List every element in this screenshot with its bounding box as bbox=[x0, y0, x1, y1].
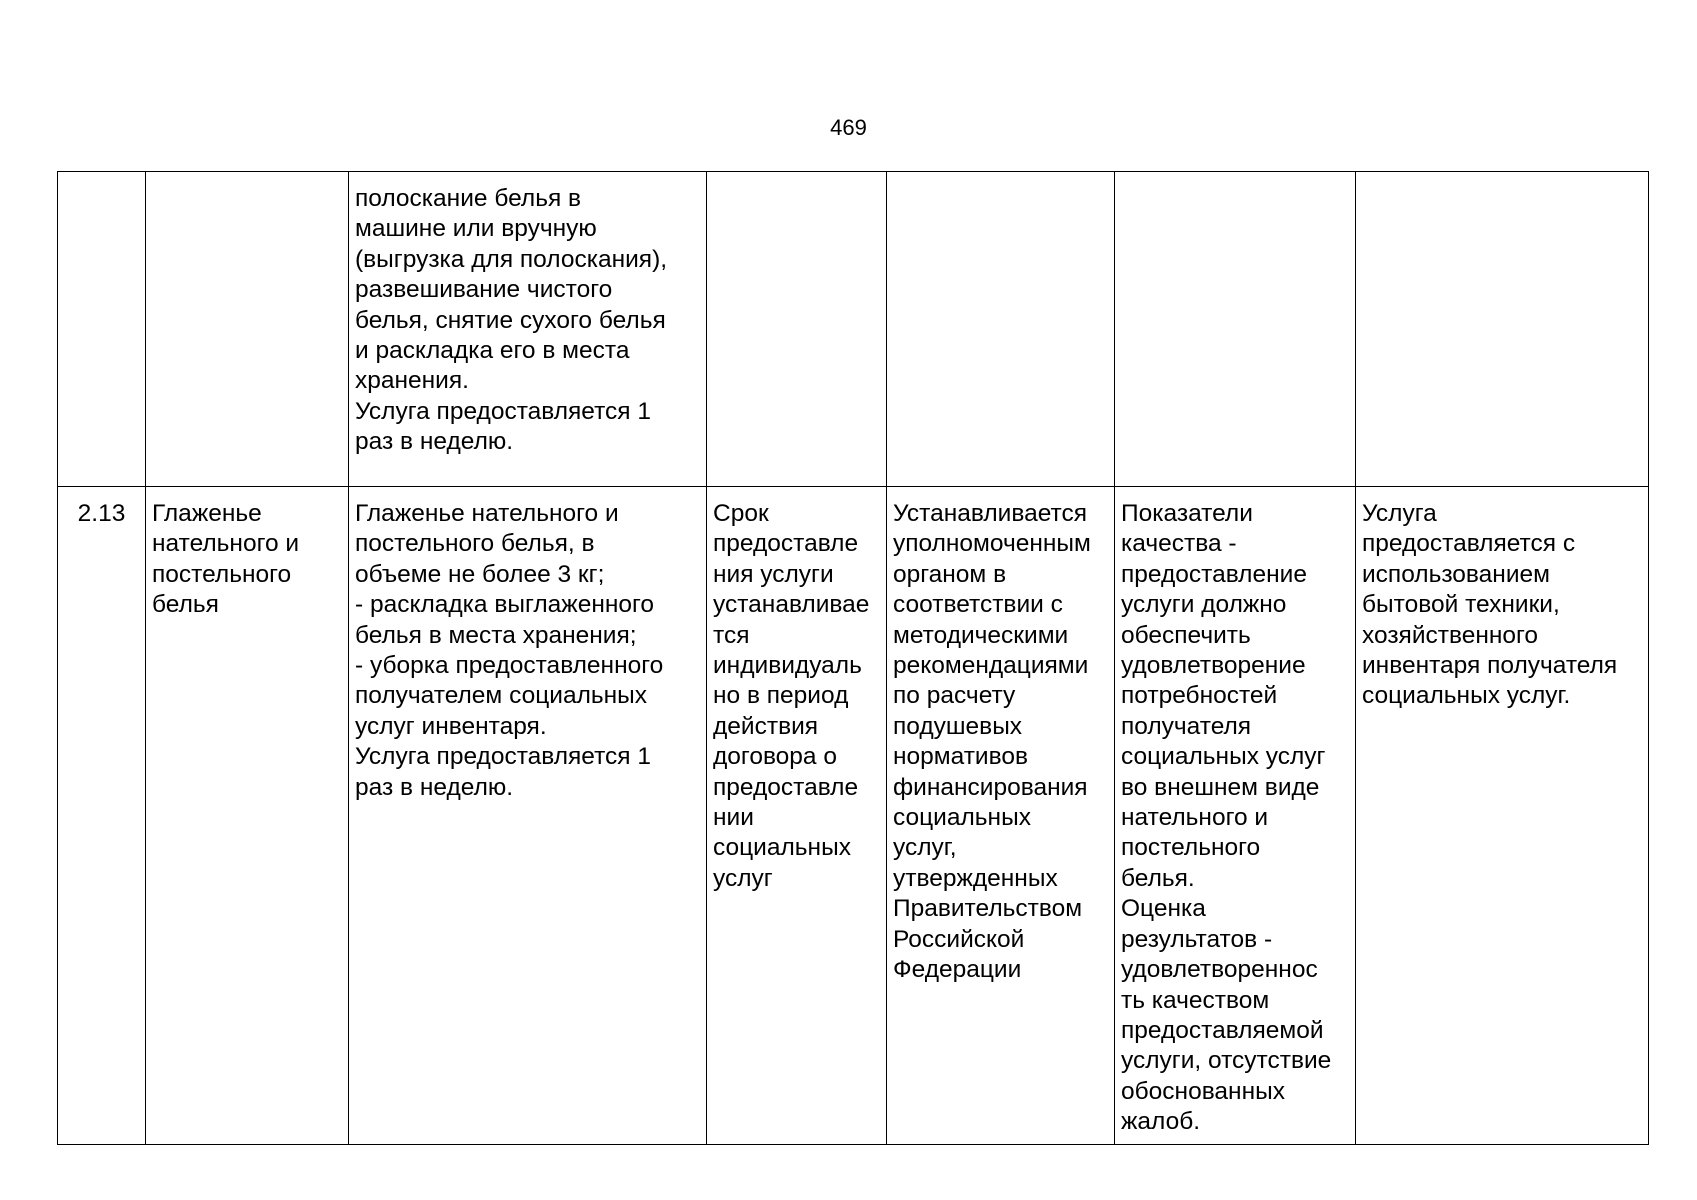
service-name: Глаженье нательного и постельного белья bbox=[152, 500, 300, 619]
service-number: 2.13 bbox=[77, 500, 126, 527]
service-description-cell bbox=[349, 487, 707, 1145]
service-financing-cell bbox=[887, 487, 1115, 1145]
page-number: 469 bbox=[830, 115, 867, 140]
table-row bbox=[58, 487, 1649, 1145]
service-financing-cell bbox=[887, 172, 1115, 487]
service-quality-cell bbox=[1115, 487, 1356, 1145]
service-term-cell bbox=[707, 172, 887, 487]
service-description-cell bbox=[349, 172, 707, 487]
service-description: полоскание белья в машине или вручную (выгрузка для полоскания), развешивание чистого белья, снятие сухого белья и раскладка его в места хранения. Услуга предоставляется 1 раз в неделю. bbox=[355, 185, 668, 456]
table-row bbox=[58, 172, 1649, 487]
service-name-cell bbox=[146, 172, 349, 487]
service-number-cell bbox=[58, 487, 146, 1145]
service-description: Глаженье нательного и постельного белья, в объеме не более 3 кг; - раскладка выглаженного белья в места хранения; - уборка предоставленного получателем социальных услуг инвентаря. Услуга предоставляется 1 раз в неделю. bbox=[355, 500, 664, 801]
services-table bbox=[57, 171, 1649, 1145]
service-term-cell bbox=[707, 487, 887, 1145]
service-number-cell bbox=[58, 172, 146, 487]
service-quality-cell bbox=[1115, 172, 1356, 487]
service-quality: Показатели качества - предоставление услуги должно обеспечить удовлетворение потребностей получателя социальных услуг во внешнем виде нательного и постельного белья. Оценка результатов - удовлетвореннос ть качеством предоставляемой услуги, отсутствие обоснованных жалоб. bbox=[1121, 500, 1332, 1136]
service-conditions: Услуга предоставляется с использованием бытовой техники, хозяйственного инвентаря получателя социальных услуг. bbox=[1362, 500, 1618, 710]
service-conditions-cell bbox=[1356, 172, 1649, 487]
service-name-cell bbox=[146, 487, 349, 1145]
service-financing: Устанавливается уполномоченным органом в соответствии с методическими рекомендациями по расчету подушевых нормативов финансирования социальных услуг, утвержденных Правительством Российской Федерации bbox=[893, 500, 1091, 984]
service-conditions-cell bbox=[1356, 487, 1649, 1145]
service-term: Срок предоставле ния услуги устанавливае тся индивидуаль но в период действия договора о предоставле нии социальных услуг bbox=[713, 500, 870, 892]
